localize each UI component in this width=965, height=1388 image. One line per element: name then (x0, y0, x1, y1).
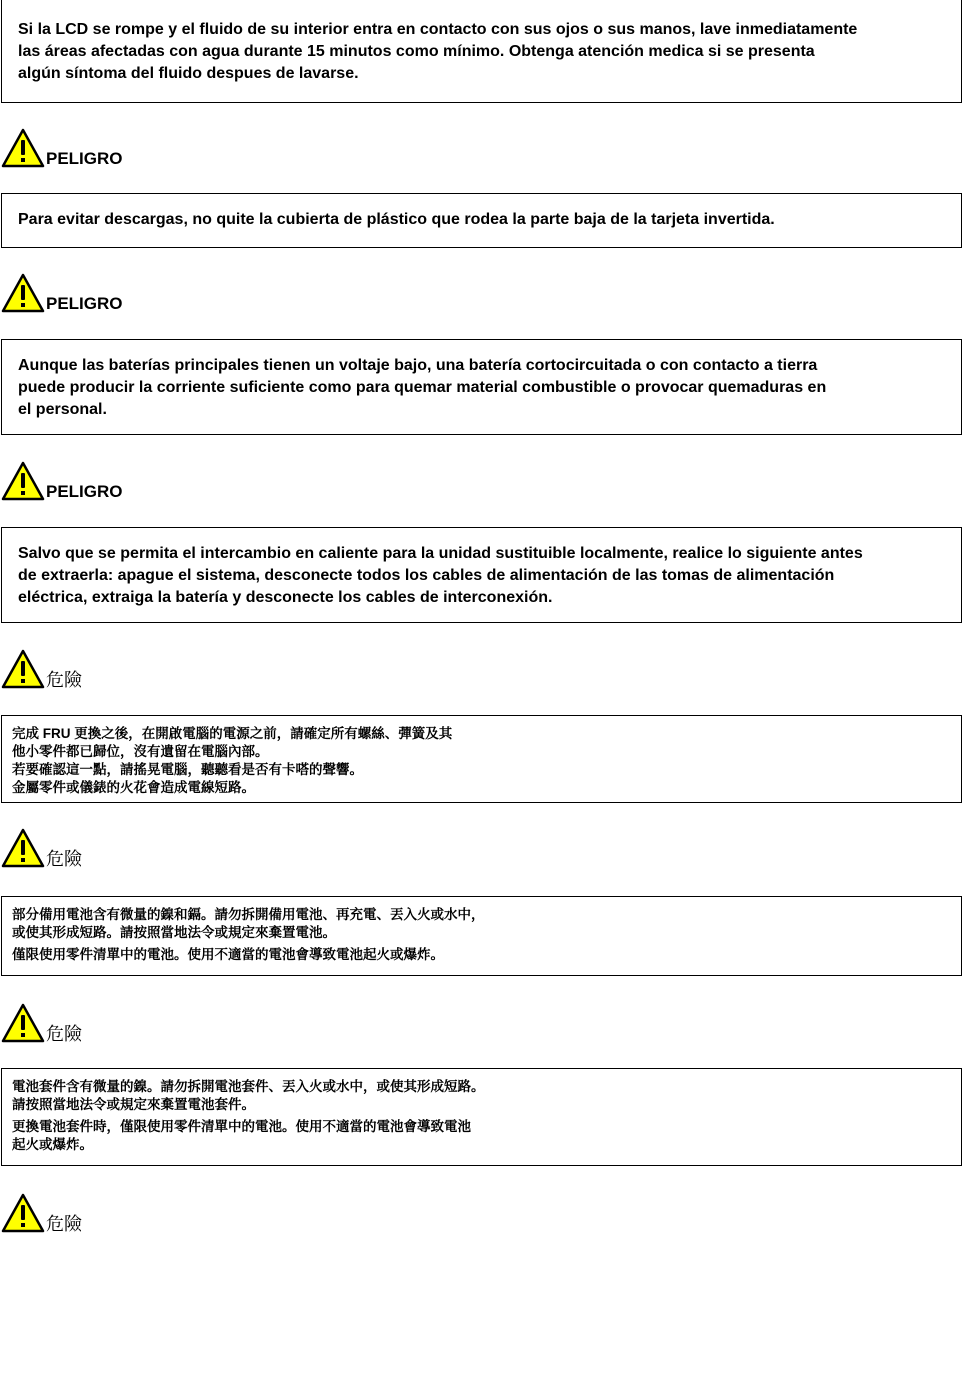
warning-text: 部分備用電池含有微量的鎳和鎘。請勿拆開備用電池、再充電、丟入火或水中， 或使其形成短路。請按照當地法令或規定來棄置電池。 (12, 907, 485, 940)
warning-label: 危險 (46, 670, 82, 690)
warning-heading (1, 1003, 82, 1043)
warning-label: 危險 (46, 1214, 82, 1234)
warning-text: Salvo que se permita el intercambio en caliente para la unidad sustituible localmente, realice lo siguiente antes de extraerla: apague el sistema, desconecte todos los cables de alimentación de las tomas de alimentación eléctrica, extraiga la batería y desconecte los cables de interconexión. (18, 545, 863, 606)
warning-box (1, 193, 962, 248)
warning-label: PELIGRO (46, 294, 123, 313)
warning-text: Aunque las baterías principales tienen un voltaje bajo, una batería cortocircuitada o con contacto a tierra puede producir la corriente suficiente como para quemar material combustible o provocar quemaduras en el personal. (18, 357, 827, 418)
warning-label: 危險 (46, 849, 82, 869)
warning-label: 危險 (46, 1024, 82, 1044)
warning-heading (1, 1193, 82, 1233)
warning-text: 僅限使用零件清單中的電池。使用不適當的電池會導致電池起火或爆炸。 (12, 947, 444, 962)
warning-box (1, 0, 962, 103)
warning-heading (1, 273, 123, 313)
warning-triangle-icon (1, 828, 45, 868)
warning-triangle-icon (1, 1193, 45, 1233)
warning-box (1, 896, 962, 976)
warning-text: 電池套件含有微量的鎳。請勿拆開電池套件、丟入火或水中，或使其形成短路。 請按照當地法令或規定來棄置電池套件。 (12, 1079, 485, 1112)
warning-label: PELIGRO (46, 482, 123, 501)
warning-heading (1, 649, 82, 689)
warning-triangle-icon (1, 128, 45, 168)
warning-box (1, 715, 962, 803)
warning-triangle-icon (1, 649, 45, 689)
warning-heading (1, 461, 123, 501)
warning-box (1, 339, 962, 435)
warning-triangle-icon (1, 273, 45, 313)
warning-box (1, 1068, 962, 1166)
warning-text: Si la LCD se rompe y el fluido de su interior entra en contacto con sus ojos o sus manos, lave inmediatamente las áreas afectadas con agua durante 15 minutos como mínimo. Obtenga atención medica si se presenta algún síntoma del fluido despues de lavarse. (18, 21, 858, 82)
warning-text: 更換電池套件時，僅限使用零件清單中的電池。使用不適當的電池會導致電池 起火或爆炸。 (12, 1119, 471, 1152)
warning-triangle-icon (1, 461, 45, 501)
warning-triangle-icon (1, 1003, 45, 1043)
warning-text: Para evitar descargas, no quite la cubierta de plástico que rodea la parte baja de la tarjeta invertida. (18, 211, 775, 228)
warning-text: 完成 FRU 更換之後，在開啟電腦的電源之前，請確定所有螺絲、彈簧及其 他小零件都已歸位，沒有遺留在電腦內部。 若要確認這一點，請搖晃電腦，聽聽看是否有卡嗒的聲響。 金屬零件或儀錶的火花會造成電線短路。 (12, 726, 453, 795)
warning-heading (1, 128, 123, 168)
warning-box (1, 527, 962, 623)
warning-heading (1, 828, 82, 868)
warning-label: PELIGRO (46, 149, 123, 168)
